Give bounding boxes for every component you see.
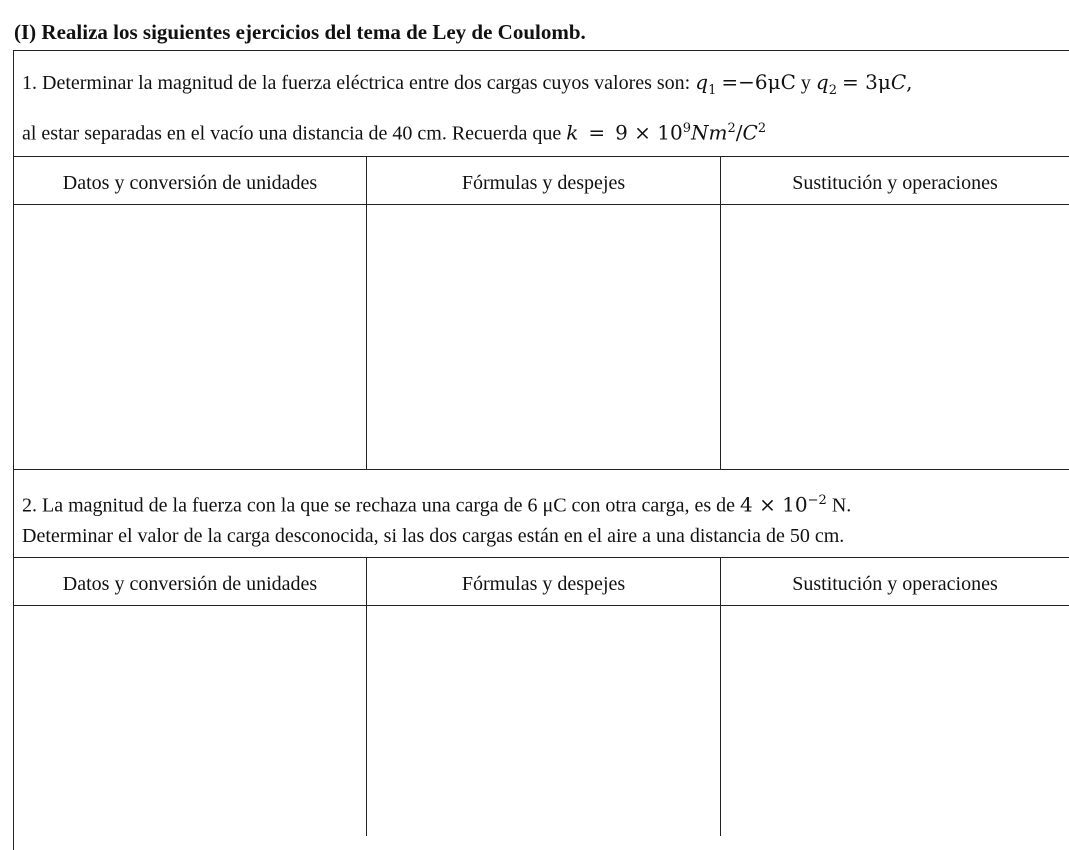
table-1-header-datos: Datos y conversión de unidades (62, 172, 318, 194)
table-2-header-formulas: Fórmulas y despejes (461, 573, 626, 595)
table-2-header-datos: Datos y conversión de unidades (62, 573, 318, 595)
table-1-header-formulas: Fórmulas y despejes (461, 172, 626, 194)
exercise-2-text-2: Determinar el valor de la carga desconocida, si las dos cargas están en el aire a una distancia de 50 cm. (22, 525, 845, 547)
q2-end: , (906, 70, 913, 94)
q2-unit: C (890, 70, 907, 94)
table-1-divider-1 (366, 156, 367, 470)
exercise-2-statement-line-2 (22, 526, 844, 546)
table-2-divider-2 (720, 557, 721, 836)
table-1-divider-2 (720, 156, 721, 470)
q2-value: = 3μ (841, 70, 891, 94)
k-unit-square-2: 2 (757, 121, 767, 136)
q1-value: =−6μC (721, 70, 796, 94)
force-unit: N. (831, 494, 852, 517)
k-unit-square: 2 (727, 121, 736, 136)
connector-y: y (800, 72, 811, 94)
table-2-top-border (13, 557, 1069, 558)
table-1-top-border (13, 156, 1069, 157)
exercise-2-statement-line-1 (22, 494, 851, 516)
k-exponent: 9 (682, 121, 692, 136)
table-1-header-border (13, 204, 1069, 205)
force-value: 4 × 10 (739, 492, 808, 517)
table-1-answer-sustitucion[interactable] (722, 206, 1068, 468)
page-title: (I) Realiza los siguientes ejercicios del tema de Ley de Coulomb. (14, 20, 586, 44)
exercise-1-statement-line-1 (22, 72, 913, 97)
exercise-1-text: 1. Determinar la magnitud de la fuerza eléctrica entre dos cargas cuyos valores son: (22, 72, 691, 94)
k-value: 9 × 10 (615, 120, 683, 145)
k-unit-c: C (742, 120, 758, 145)
q2-subscript: 2 (828, 83, 837, 98)
table-1-answer-datos[interactable] (15, 206, 365, 468)
table-2-header-border (13, 605, 1069, 606)
table-2-answer-sustitucion[interactable] (722, 607, 1068, 836)
exercise-1-text-2: al estar separadas en el vacío una distancia de 40 cm. Recuerda que (22, 122, 562, 145)
table-2-answer-formulas[interactable] (368, 607, 719, 836)
table-2-header-sustitucion: Sustitución y operaciones (792, 573, 998, 595)
k-unit-nm: Nm (691, 120, 728, 145)
k-equals: = (588, 120, 606, 145)
k-symbol: k (566, 120, 579, 145)
table-1-bottom-border (13, 469, 1069, 470)
q2-symbol: q (815, 70, 829, 94)
q1-subscript: 1 (708, 83, 717, 98)
exercise-2-text: 2. La magnitud de la fuerza con la que se rechaza una carga de 6 μC con otra carga, es de (22, 494, 735, 517)
force-exponent: −2 (807, 493, 827, 508)
table-1-answer-formulas[interactable] (368, 206, 719, 468)
q1-symbol: q (695, 70, 709, 94)
table-1-header-sustitucion: Sustitución y operaciones (792, 172, 998, 194)
table-2-answer-datos[interactable] (15, 607, 365, 836)
table-2-divider-1 (366, 557, 367, 836)
exercise-1-statement-line-2 (22, 122, 766, 144)
k-unit-slash: / (735, 120, 743, 145)
